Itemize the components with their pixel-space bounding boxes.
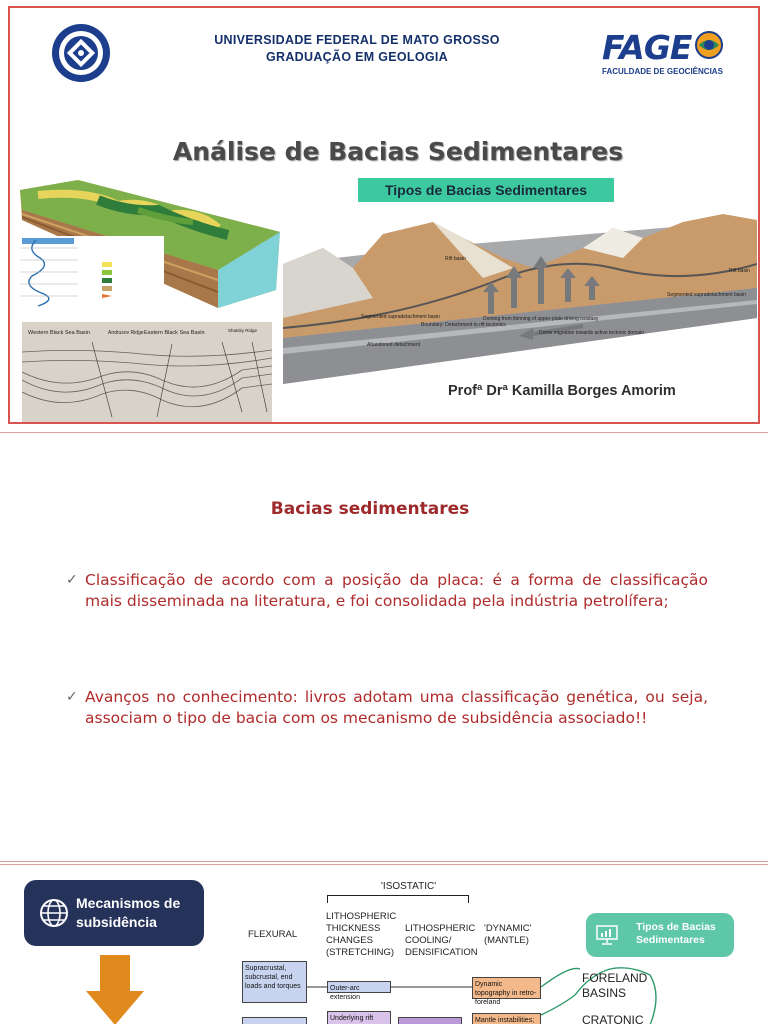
- fage-logo-text: FAGE: [602, 28, 692, 67]
- boundary-label: Boundary: Detachment to rift tectonics: [421, 322, 506, 328]
- monitor-chart-icon: [596, 925, 618, 945]
- isostatic-label: 'ISOSTATIC': [381, 881, 437, 892]
- litho-thickness-line: (STRETCHING): [326, 947, 395, 958]
- foreland-line: FORELAND: [582, 971, 648, 985]
- outer-arc-box: Outer-arc extension: [327, 981, 391, 993]
- basin-types-label: [636, 921, 716, 947]
- litho-cooling-line: LITHOSPHERIC: [405, 923, 476, 934]
- doming-label: Doming from thinning of upper-plate driving isostasy: [483, 316, 599, 322]
- basin-types-line2: Sedimentares: [636, 934, 705, 946]
- ufmt-logo: [50, 22, 112, 84]
- basin-types-line1: Tipos de Bacias: [636, 921, 716, 933]
- presentation-title: Análise de Bacias Sedimentares: [172, 137, 624, 166]
- litho-cooling-line: DENSIFICATION: [405, 947, 478, 958]
- seismic-east-label: Eastern Black Sea Basin: [144, 330, 205, 336]
- well-log-figure: [18, 236, 164, 308]
- litho-thickness-line: LITHOSPHERIC: [326, 911, 397, 922]
- basin-block-diagram: [283, 208, 757, 386]
- bullet-item-1: [66, 570, 708, 612]
- presentation-subtitle: Tipos de Bacias Sedimentares: [358, 178, 614, 202]
- slide-heading: Bacias sedimentares: [270, 499, 470, 519]
- foreland-line: BASINS: [582, 986, 627, 1000]
- globe-icon: [38, 897, 70, 929]
- flexural-lower-box: [242, 1017, 307, 1024]
- diagram-slide: [0, 864, 768, 1024]
- segmented-basin-label-2: Segmented supradetachment basin: [667, 292, 746, 298]
- litho-thickness-line: CHANGES: [326, 935, 373, 946]
- supracrustal-box: Supracrustal, subcrustal, end loads and torques: [242, 961, 307, 1003]
- underlying-rift-box: Underlying rift: [327, 1011, 391, 1024]
- bullet-item-2: [66, 687, 708, 729]
- foreland-basins-label: [582, 971, 647, 1001]
- mechanisms-label: [76, 894, 180, 932]
- seismic-section-figure: [22, 322, 272, 422]
- dome-migration-label: Dome migration towards active tectonic domain: [539, 330, 645, 336]
- basin-types-box: [586, 913, 734, 957]
- litho-cooling-label: [405, 923, 478, 959]
- seismic-ridge-label: Andrusov Ridge: [108, 330, 144, 336]
- dynamic-line: 'DYNAMIC': [484, 923, 532, 934]
- rift-basin-label: Rift basin: [445, 256, 466, 262]
- litho-cooling-line: COOLING/: [405, 935, 452, 946]
- university-name: UNIVERSIDADE FEDERAL DE MATO GROSSO: [214, 33, 500, 47]
- mantle-instabilities-box: Mantle instabilities;: [472, 1013, 541, 1024]
- litho-thickness-label: [326, 911, 396, 959]
- dynamic-label: [484, 923, 531, 947]
- mechanisms-label-line1: Mecanismos de: [76, 895, 181, 911]
- arrow-down-icon: [86, 955, 144, 1024]
- bullet-text: Avanços no conhecimento: livros adotam uma classificação genética, ou seja, associam o tipo de bacia com os mecanismo de subsidência associado!!: [85, 688, 708, 727]
- isostatic-bracket: [327, 895, 469, 903]
- cratonic-label: CRATONIC: [582, 1013, 644, 1024]
- fage-subtitle: FACULDADE DE GEOCIÊNCIAS: [602, 67, 723, 76]
- check-icon: ✓: [66, 689, 78, 705]
- author-name: Profª Drª Kamilla Borges Amorim: [448, 383, 676, 399]
- dynamic-line: (MANTLE): [484, 935, 529, 946]
- cooling-box: [398, 1017, 462, 1024]
- bullet-text: Classificação de acordo com a posição da placa: é a forma de classificação mais disseminada na literatura, e foi consolidada pela indústria petrolífera;: [85, 571, 708, 610]
- mechanisms-box: [24, 880, 204, 946]
- abandoned-detachment-label: Abandoned detachment: [367, 342, 421, 348]
- fage-logo: [598, 28, 728, 82]
- segmented-basin-label-1: Segmented supradetachment basin: [361, 314, 440, 320]
- litho-thickness-line: THICKNESS: [326, 923, 381, 934]
- content-slide: [0, 432, 768, 862]
- university-header: [170, 32, 544, 66]
- globe-icon: [694, 30, 724, 60]
- mechanisms-label-line2: subsidência: [76, 914, 157, 930]
- seismic-shatsky-label: Shatsky Ridge: [228, 328, 258, 333]
- flexural-label: FLEXURAL: [248, 929, 298, 940]
- check-icon: ✓: [66, 572, 78, 588]
- course-name: GRADUAÇÃO EM GEOLOGIA: [266, 50, 448, 64]
- seismic-west-label: Western Black Sea Basin: [28, 330, 90, 336]
- dynamic-topography-box: Dynamic topography in retro-foreland: [472, 977, 541, 999]
- title-slide: [0, 0, 768, 428]
- rift-basin-label-2: Rift basin: [729, 268, 750, 274]
